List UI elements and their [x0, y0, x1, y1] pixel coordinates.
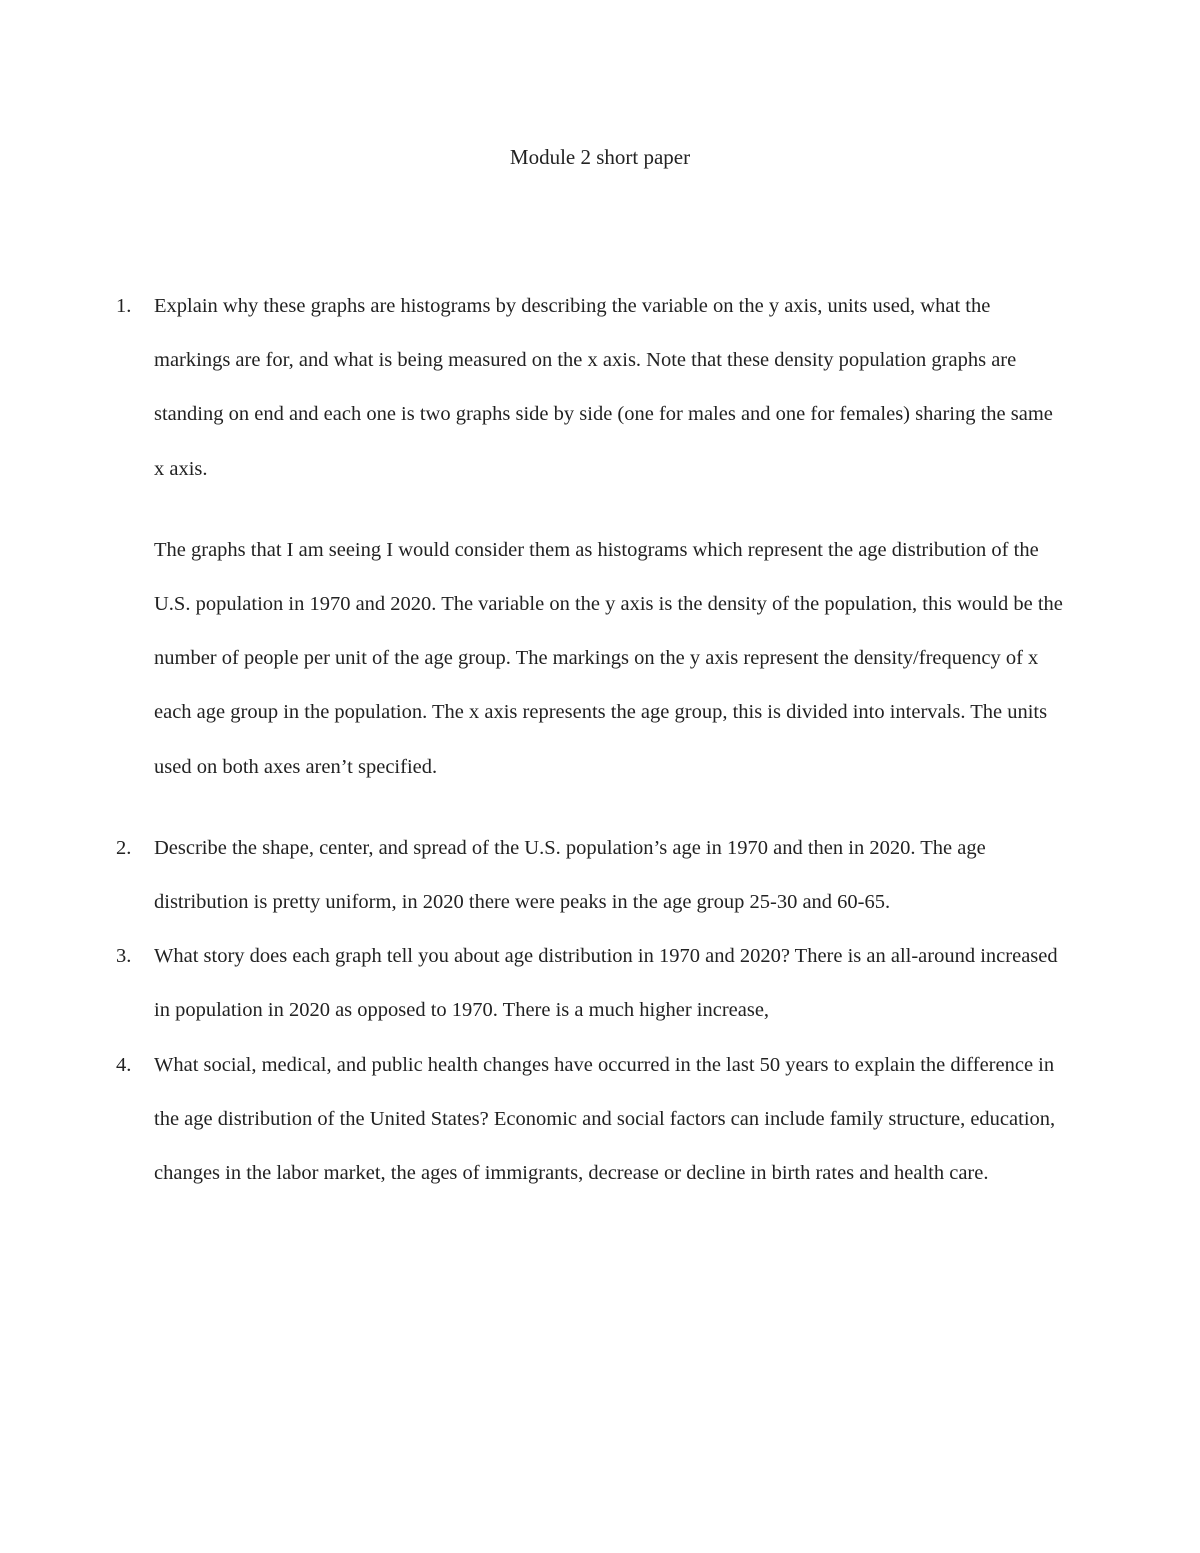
- document-title: Module 2 short paper: [509, 145, 691, 169]
- item-number: 2.: [116, 836, 132, 859]
- question-text: What social, medical, and public health changes have occurred in the last 50 years to explain the difference in the age distribution of the United States? Economic and social factors can include family structure, education, changes in the labor market, the ages of immigrants, decrease or decline in birth rates and health care.: [154, 1053, 1056, 1185]
- item-number: 3.: [116, 945, 132, 968]
- list-item: [116, 821, 1066, 929]
- list-item: [116, 1038, 1066, 1201]
- question-text: Explain why these graphs are histograms by describing the variable on the y axis, units used, what the markings are for, and what is being measured on the x axis. Note that these density population graphs are standing on end and each one is two graphs side by side (one for males and one for females) sharing the same x axis.: [154, 295, 1053, 480]
- item-number: 4.: [116, 1053, 132, 1076]
- paragraph-gap: [154, 496, 1066, 523]
- answer-text: The graphs that I am seeing I would consider them as histograms which represent the age distribution of the U.S. population in 1970 and 2020. The variable on the y axis is the density of the population, this would be the number of people per unit of the age group. The markings on the y axis represent the density/frequency of x each age group in the population. The x axis represents the age group, this is divided into intervals. The units used on both axes aren’t specified.: [154, 538, 1063, 778]
- document-body: [116, 279, 1066, 1200]
- question-text: What story does each graph tell you about age distribution in 1970 and 2020? There is an all-around increased in population in 2020 as opposed to 1970. There is a much higher increase,: [154, 945, 1058, 1022]
- list-item: [116, 279, 1066, 821]
- question-list: [116, 279, 1066, 1200]
- paragraph-gap: [154, 794, 1066, 821]
- question-text: Describe the shape, center, and spread of the U.S. population’s age in 1970 and then in 2020. The age distribution is pretty uniform, in 2020 there were peaks in the age group 25-30 and 60-65.: [154, 836, 986, 914]
- item-number: 1.: [116, 295, 132, 317]
- list-item: [116, 929, 1066, 1037]
